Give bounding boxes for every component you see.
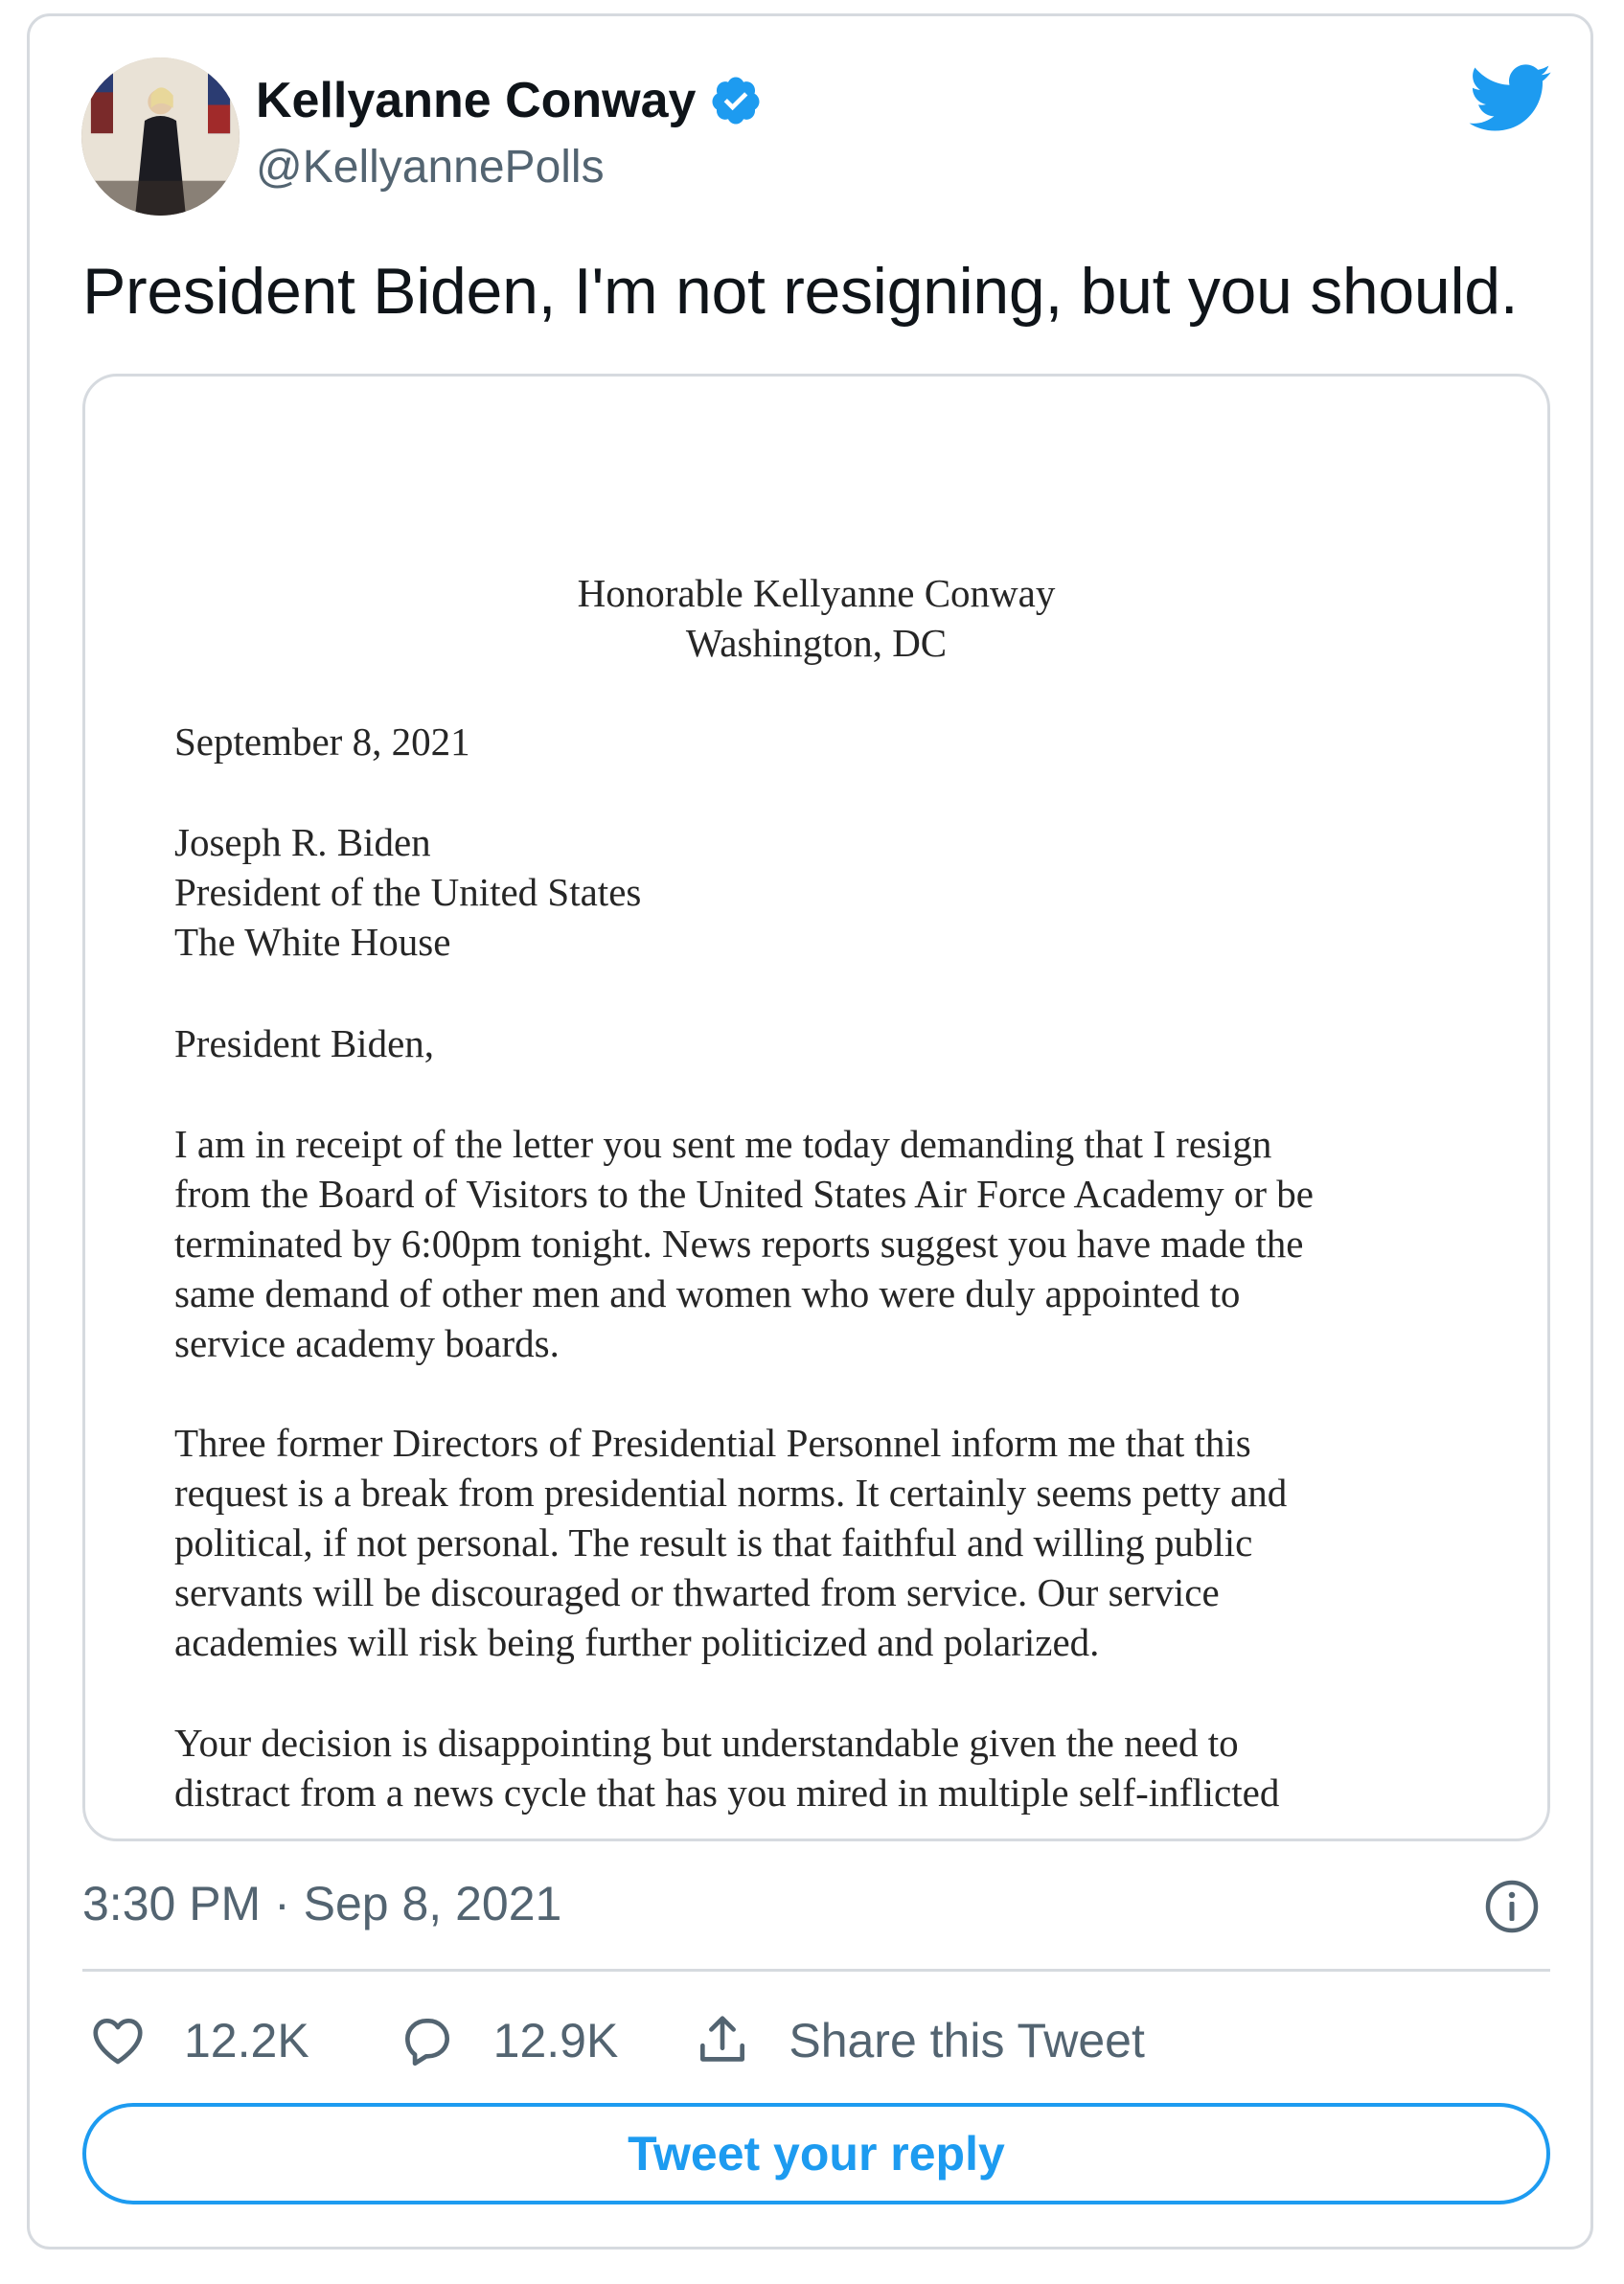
verified-badge-icon [709, 74, 763, 127]
letter-line: distract from a news cycle that has you mired in multiple self-inflicted [174, 1770, 1280, 1815]
reply-bubble-icon [398, 2011, 457, 2070]
reply-count: 12.9K [492, 2014, 619, 2067]
address-line: The White House [174, 920, 451, 964]
letter-date: September 8, 2021 [174, 719, 470, 764]
tweet-your-reply-button[interactable]: Tweet your reply [82, 2103, 1550, 2204]
avatar[interactable] [81, 57, 240, 216]
letter-paragraph-2 [174, 1418, 1449, 1667]
letter-line: I am in receipt of the letter you sent me today demanding that I resign [174, 1122, 1272, 1166]
letter-address [174, 817, 641, 967]
like-count: 12.2K [184, 2014, 309, 2067]
share-upload-icon [693, 2011, 752, 2070]
address-line: Joseph R. Biden [174, 820, 431, 864]
letter-header-name: Honorable Kellyanne Conway [577, 571, 1056, 615]
letter-header [85, 568, 1547, 668]
share-label: Share this Tweet [789, 2014, 1145, 2067]
letter-document [85, 377, 1547, 1839]
author-name[interactable]: Kellyanne Conway [256, 73, 697, 128]
heart-icon [88, 2011, 148, 2070]
share-button[interactable] [693, 2011, 1145, 2070]
letter-line: political, if not personal. The result is that faithful and willing public [174, 1520, 1253, 1565]
letter-header-city: Washington, DC [685, 621, 948, 665]
author-handle[interactable]: @KellyannePolls [256, 142, 605, 193]
letter-line: Three former Directors of Presidential Personnel inform me that this [174, 1421, 1251, 1465]
twitter-bird-icon[interactable] [1466, 59, 1552, 136]
letter-line: same demand of other men and women who were duly appointed to [174, 1271, 1241, 1315]
divider [82, 1969, 1550, 1972]
letter-line: servants will be discouraged or thwarted from service. Our service [174, 1570, 1220, 1614]
tweet-text: President Biden, I'm not resigning, but you should. [82, 255, 1519, 328]
reply-button[interactable] [398, 2011, 619, 2070]
info-icon[interactable] [1483, 1878, 1541, 1935]
tweet-image[interactable] [82, 374, 1550, 1841]
letter-line: service academy boards. [174, 1321, 560, 1365]
letter-paragraph-1 [174, 1119, 1449, 1368]
letter-line: Your decision is disappointing but understandable given the need to [174, 1721, 1239, 1765]
like-button[interactable] [88, 2011, 309, 2070]
letter-line: request is a break from presidential norms. It certainly seems petty and [174, 1471, 1288, 1515]
letter-salutation: President Biden, [174, 1021, 435, 1065]
letter-line: academies will risk being further politicized and polarized. [174, 1620, 1100, 1664]
letter-line: terminated by 6:00pm tonight. News reports suggest you have made the [174, 1222, 1304, 1266]
letter-line: from the Board of Visitors to the United States Air Force Academy or be [174, 1172, 1314, 1216]
tweet-actions [88, 2002, 1145, 2079]
letter-paragraph-3 [174, 1718, 1449, 1817]
address-line: President of the United States [174, 870, 642, 914]
tweet-timestamp[interactable]: 3:30 PM · Sep 8, 2021 [82, 1877, 562, 1930]
